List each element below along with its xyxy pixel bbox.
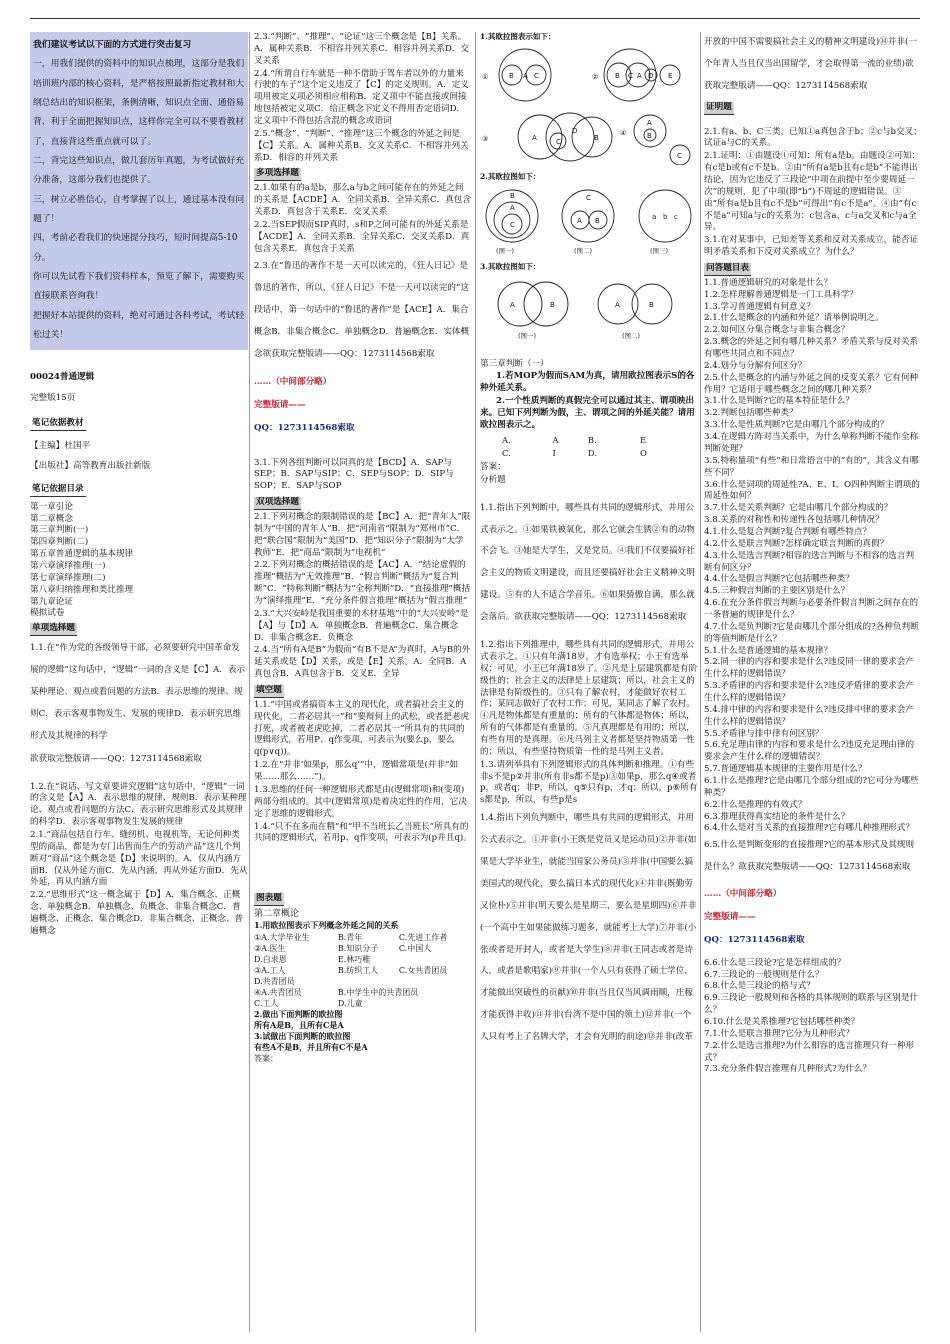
qa-item: 3.7.什么是关系判断？它是由哪几个部分构成的？ [704,503,893,514]
analysis-title: 分析题 [480,474,506,485]
column-1 [30,32,248,939]
contact-line: 欲获取完整版请——QQ：1273114568索取 [30,753,202,764]
qa-item: 5.3.矛盾律的内容和要求是什么?违反矛盾律的要求会产生什么样的逻辑错误？ [704,681,915,703]
table-cell: C.女共青团员 [398,965,448,975]
table-row [254,965,472,976]
qa-item: 2.5.什么是概念的内涵与外延之间的反变关系？它有何种作用？它适用于哪些概念之间的哪几种关系？ [704,372,919,395]
question: 1.用欧拉图表示下列概念外延之间的关系 [254,920,399,931]
qa-item: 6.10.什么是关系推理?它包括哪些种类？ [704,1016,860,1027]
qa-item: 4.6.在充分条件假言判断与必要条件假言判断之间存在的一条普遍的规律是什么？ [704,598,919,620]
column-4 [704,32,922,1076]
qa-item: 6.8.什么是三段论的格与式？ [704,981,815,992]
qa-item: 4.2.什么是联言判断?怎样确定联言判断的真假？ [704,538,889,549]
qa-item: 3.3.什么是性质判断?它是由哪几个部分构成的？ [704,420,889,431]
question: 1.若MOP为假而SAM为真，请用欧拉图表示S的各种外延关系。 [480,371,695,394]
toc-list [30,502,248,621]
qa-item: 6.5.什么是判断变形的直接推理?它的基本形式及其规则是什么？欲获取完整版请——QQ：1273114568索取 [704,840,915,873]
qa-item: 3.4.在逻辑方阵对当关系中，为什么单称判断不能作全称判断处理？ [704,432,919,454]
diagram-label: ④ [620,129,627,138]
column-divider [475,32,476,1332]
euler-circle [546,113,594,161]
qa-item: 4.7.什么是负判断?它是由哪几个部分组成的?各种负判断的等值判断是什么？ [704,621,919,644]
question: 2.3.“大兴安岭是我国重要的木材基地”中的“大兴安岭”是【A】与【D】A．单独概念B．普遍概念C．集合概念D．非集合概念E．负概念 [254,608,469,643]
toc-item: 第六章演绎推理(一) [30,560,106,571]
complete-version-note: 完整版请—— [704,911,756,922]
question: 1.2.在“说话、写文章要讲究逻辑”这句话中，“逻辑”一词的含义是【A】A．表示思维的规律、规则B．表示某种理论、观点或看问题的方法C．表示研究思维形式及其规律的科学D．表示客观事物发生发展的规律 [30,781,247,828]
diagram-caption: 2.其欧拉图如下： [480,172,541,182]
toc-item: 第一章引论 [30,501,73,512]
full-version: 完整版15页 [30,393,76,404]
diagram-label: B [595,216,600,225]
multi-choice-title: 多项选择题 [254,168,301,181]
section-title: 第三章判断（一） [480,358,549,369]
euler-circle [572,117,612,157]
chart-question-block [254,908,472,1064]
option-label: C. [502,448,511,459]
diagram-label: B [594,134,599,143]
qa-item: 4.4.什么是假言判断?它包括哪些种类？ [704,574,854,585]
question: 2.5.“概念”、“判断”、“推理”这三个概念的外延之间是【C】关系。A．属种关系B．交叉关系C．不相容并列关系D．相容的并列关系 [254,128,469,163]
table-cell: B.青年 [337,932,363,942]
table-cell: ②A.医生 [254,943,286,953]
question: 1.2.在“并非‘如果p，那么q’”中，逻辑常项是(并非“如果……那么……”)。 [254,760,459,783]
table-cell [338,976,399,987]
question: 2.4.当“所有A是B”为假而“有B不是A”为真时，A与B的外延关系或是【D】关系，或是【E】关系。A．全同B．A真包含B．A真包含于B．交叉E．全异 [254,645,471,680]
diagram-label: ① [482,73,489,82]
proof-title: 证明题 [704,102,734,115]
option-value: I [552,448,556,459]
table-row [254,998,472,1009]
intro-item: 把握好本站提供的资料，绝对可通过各科考试，考试轻松过关！ [33,310,245,341]
intro-item: 一，用我们提供的资料中的知识点梳理，这部分是我们培训班内部的核心资料，是严格按照最新指定教材和大纲总结出的知识框架，条例清晰，知识点全面、通俗易背、利于全面把握知识点，这样你完全可以不要看教材了，直接背这些重点就可以了。 [33,59,245,147]
table-cell: B.知识分子 [337,943,379,953]
diagram-label: A [532,134,537,143]
table-cell [399,954,472,965]
option-label: B. [587,434,597,445]
qa-item: 7.1.什么是联言推理?它分为几种形式？ [704,1028,854,1039]
toc-item: 第五章普通逻辑的基本规律 [30,549,134,560]
qq-contact: QQ：1273114568索取 [704,934,805,945]
qa-item: 5.7.普通逻辑基本规律的主要作用是什么？ [704,764,867,775]
question: 2.2.“思维形式”这一概念属于【D】A．集合概念、正概念、单独概念B．单独概念、负概念、非集合概念C．普遍概念、正概念、集合概念D．非集合概念、正概念、普遍概念 [30,890,244,936]
figure-label: (图二) [622,331,641,340]
qa-item: 4.1.什么是复合判断?复合判断有哪些特点？ [704,526,872,537]
table-cell: E.林巧稚 [337,954,371,964]
question: 1.1.指出下列判断中，哪些具有共同的逻辑形式，并用公式表示之。①如果铁被氧化，那么它就会生锈②有的动物不会飞。③她是大学生，又是党员。④我们不仅要搞好社会主义的物质文明建设，而且还要搞好社会主义精神文明建设。⑤有的人不适合学音乐。⑥如果骄傲自满，那么就会落后。欲获取完整版请——QQ：1273114568索取 [480,502,695,623]
answer-label: 答案： [480,461,506,472]
qa-item: 2.4.划分与分解有何区分？ [704,360,807,371]
diagram-label: E [668,72,673,81]
diagram-label: A [615,300,620,309]
table-cell: C.中国人 [398,943,432,953]
table-row [502,435,678,447]
question: 3.1.在对某事中，已知差等关系和反对关系成立，能否证明矛盾关系和下反对关系成立？为什么？ [704,235,919,258]
euler-circle [498,282,542,326]
qa-item: 5.4.排中律的内容和要求是什么?违反排中律的要求会产生什么样的逻辑错误？ [704,704,915,727]
question: 2.4.“所谓自行车就是一种不借助于驾车者以外的力量来行驶的车子”这个定义违反了【C】的定义规则。A．定义项用被定义项必须相应相称B．定义项中不能直接或间接地包括被定义项C．给正概念下定义不得用否定语词D．定义项中不得包括含混的概念或语词 [254,68,469,127]
question: 1.2.指出下列推理中，哪些具有共同的逻辑形式，并用公式表示之。①只有年满18岁，才有选举权；小王有选举权；可见，小王已年满18岁了。②凡是上层建筑都是有阶级性的；社会主义的法律是上层建筑；所以，社会主义的法律是有阶级性的。③只有了解农村，才能做好农村工作；某同志做好了农村工作；可见，某同志了解了农村。④凡是物体都是有重量的；所有的气体都是物体；所以，所有的气体都是有重量的。⑤凡真理都是有用的；所以，有些有用的是真理。⑥凡马列主义者都是坚持物质第一性的；所以，有些坚持物质第一性的是马列主义者。 [480,640,698,757]
table-cell [399,998,472,1009]
toc-item: 第三章判断(一) [30,525,89,536]
euler-circle [518,115,562,159]
diagram-label: A [523,72,528,81]
qa-item: 4.3.什么是选言判断?相容的选言判断与不相容的选言判断有何区分？ [704,550,915,573]
column-divider [249,32,250,1332]
question-continued: 开放的中国不需要搞社会主义的精神文明建设)⑭并非(一个年青人当且仅当出国留学，才会取得第一流的业绩)欲获取完整版请——QQ：1273114568索取 [704,37,917,91]
toc-item: 第四章判断(二) [30,537,89,548]
toc-item: 第八章归纳推理和类比推理 [30,584,134,595]
question: 2.3.在“鲁迅的著作不是一天可以读完的，《狂人日记》是鲁迅的著作，所以，《狂人日记》不是一天可以读完的”这段话中，第一句话中的“鲁迅的著作”是【ACE】A．集合概念B．非集合概念C．单独概念D．普遍概念E．实体概念欲获取完整版请——QQ：1273114568索取 [254,261,470,360]
diagram-label: B [509,72,514,81]
table-cell: ④A.共青团员 [254,987,302,997]
qa-list-2 [704,958,922,1077]
qa-item: 5.1.什么是普通逻辑的基本规律？ [704,645,833,656]
table-row [254,976,472,987]
diagram-label: C [677,152,682,161]
complete-version-note: 完整版请—— [254,399,306,410]
question: 2.1.如果有的a是b，那么a与b之间可能存在的外延之间的关系是【ACDE】A．全同关系B．全异关系C．真包含关系D．真包含于关系E．交叉关系 [254,183,471,218]
table-cell: D.共青团员 [254,976,295,986]
question: 2.3.“判断”、“推理”、“论证”这三个概念是【B】关系。A．属种关系B．不相容并列关系C．相容并列关系D．交叉关系 [254,32,470,66]
qa-item: 5.5.矛盾律与排中律有何区别？ [704,728,824,739]
qa-item: 5.6.充足理由律的内容和要求是什么?违反充足理由律的要求会产生什么样的逻辑错误？ [704,740,915,763]
question: 2.2.下列对概念的概括错误的是【AC】A．“结论虚假的推理”概括为“无效推理”B．“假言判断”概括为“复合判断”C．“特称判断”概括为“全称判断”D．“直接推理”概括为“演绎推理”E．“充分条件假言推理”概括为“假言推理” [254,560,471,607]
fill-blank-title: 填空题 [254,685,284,698]
toc-item: 第九章论证 [30,596,73,607]
diagram-label: A [647,119,652,128]
question: 2.1.下列对概念的限制错误的是【BC】A．把“青年人”限制为“中国的青年人”B．把“河南省”限制为“郑州市”C．把“联合国”限制为“美国”D．把“知识分子”限制为“大学教师”E．把“商品”限制为“电视机” [254,512,471,558]
qa-title: 问答题目表 [704,263,751,276]
qa-item: 6.4.什么是对当关系的直接推理?它有哪几种推理形式？ [704,823,915,834]
option-value: O [640,448,647,459]
diagram-label: D [648,72,654,81]
qa-item: 7.2.什么是选言推理?为什么相容的选言推理只有一种形式？ [704,1040,915,1063]
qa-item: 3.5.特称量项“有些”和日常语言中的“有的”，其含义有哪些不同？ [704,455,919,478]
question: 2.2.当SEP假而SIP真时，s和P之间可能有的外延关系是【ACDE】A．全同关系B．全异关系C．交叉关系D．真包含关系E．真包含于关系 [254,219,470,254]
question: 1.4.指出下列负判断中，哪些具有共同的逻辑形式，并用公式表示之。①并非(小王既是党员又是运动员)②并非(如果是大学毕业生，就能当国家公务员)③并非(中国要么搞美国式的现代化，要么搞日本式的现代化)④并非(既勤劳又俭朴)⑤并非(明天要么是星期三，要么是星期四)⑥并非(一个高中生如果能做练习题多，就能考上大学)⑦并非(小张或者是开封人，或者是大学生)⑧并非(王同志或者是诗人，或者是歌唱家)⑨并非(一个人只有获得了硕士学位，才能做出突破性的贡献)⑩并非(当且仅当风调雨顺，庄稼才能获得丰收)⑪并非(台湾不是中国的领土)⑫并非(一个人只有考上了名牌大学，才会有光明的前途)⑬并非(改革 [480,813,697,1043]
question: 3.1.下列各组判断可以同真的是【BCD】A．SAP与SEP；B．SAP与SIP；C．SEP与SOP；D．SIP与SOP；E．SAP与SOP [254,457,454,492]
euler-diagram-set-3 [480,276,696,342]
qa-item: 6.1.什么是推理?它是由哪几个部分组成的?它可分为哪些种类？ [704,775,919,798]
double-choice-title: 双项选择题 [254,497,301,510]
table-cell: C.先进工作者 [398,932,448,942]
question: 2.一个性质判断的真假完全可以通过其主、谓项映出来。已知下列判断为假，主、谓项之间的外延关能？请用欧拉图表示之。 [480,396,695,430]
figure-label: (图一) [518,331,537,340]
intro-item: 二，背完这些知识点，做几套历年真题，为考试做好充分准备，这部分我们也提供了。 [33,156,245,186]
omitted-note: ……（中间部分略） [254,377,332,387]
diagram-label: B [649,300,654,309]
qa-item: 7.3.充分条件假言推理有几种形式?为什么？ [704,1064,872,1075]
table-row [502,448,678,460]
question: 1.3.思维的任何一种逻辑形式都是由(逻辑常项)和(变项)两部分组成的。其中(逻辑常项)是着决定性的作用，它决定了思维的逻辑形式。 [254,784,467,819]
diagram-label: b [663,212,668,221]
diagram-label: A [510,203,515,212]
diagram-label: ③ [482,135,489,144]
diagram-label: C [556,138,561,147]
publisher: 【出版社】高等教育出版社新版 [30,460,151,471]
qa-item: 6.9.三段论一般规则和各格的具体规则的联系与区别是什么？ [704,993,919,1016]
option-label: A. [502,434,511,445]
question: 所有A是B，且所有C是A [254,1019,344,1030]
table-cell: D.儿童 [337,998,363,1008]
intro-box [30,32,248,350]
table-cell: ①A.大学毕业生 [254,932,310,942]
euler-diagram-set-2 [480,186,696,256]
qa-item: 3.8.关系的对称性和传递性各包括哪几种情况？ [704,515,884,526]
option-value: E [640,434,647,445]
figure-label: (图二) [574,246,593,255]
diagram-label: A [637,72,642,81]
chapter-title: 第二章概论 [254,909,300,920]
qa-item: 6.3.推理获得真实结论的条件是什么？ [704,811,850,822]
qa-item: 2.1.什么是概念的内涵和外延？请举例说明之。 [704,313,884,324]
diagram-label: B [615,72,620,81]
omitted-note: ……（中间部分略） [704,889,782,900]
qa-item: 1.1.普通逻辑研究的对象是什么？ [704,277,833,288]
proof: 2.1.证明：①由题设①可知：所有a是b。由题设②可知：有c是b或有c不是b。②由“所有a是b且有c是b”不能得出结论，因为它违反了三段论“中项在前提中至少要周延一次”的规则，犯了中项(即“b”)不周延的逻辑错误。③由“所有a是b且有c不是b”可得出“有c不是a”。④由“有c不是a”可知a与c的关系为：c包含a、c与a交叉和c与a全异。 [704,151,921,233]
intro-item: 你可以先试看下我们资料样本，预览了解下，需要购买直接联系咨询我！ [33,272,245,302]
answer-label: 答案： [254,1053,278,1063]
table-cell: B.纺织工人 [337,965,379,975]
qa-item: 2.2.如何区分集合概念与非集合概念？ [704,325,850,336]
diagram-caption: 1.其欧拉图表示如下： [480,32,556,41]
table-cell [399,976,472,987]
qa-list [704,278,922,879]
question: 3.试做出下面判断的欧拉图 [254,1030,351,1041]
table-cell: ③A.工人 [254,965,286,975]
qa-item: 2.3.概念的外延之间有哪几种关系？矛盾关系与反对关系有哪些共同点和不同点？ [704,337,919,360]
editor: 【主编】杜国平 [30,441,91,452]
question: 1.3.请列举具有下列逻辑形式的具体判断和推理。①有些非s不是p②并非(所有非s都不是p)③如果p，那么q④或者p，或者q；非P，所以，q⑤只有p，才q；所以，p⑥所有s都是p，所以，有些p是s [480,759,698,806]
diagram-label: B [550,300,555,309]
question: 2.1.有a、b、C三类，已知①a真包含于b；②c与b交叉；试证a与C的关系。 [704,126,922,149]
chart-question-title: 图表题 [254,893,284,906]
diagram-label: C [628,72,633,81]
table-row [254,954,472,965]
option-table [500,433,680,462]
euler-diagram-set-1 [480,45,696,165]
table-cell: B.中学生中的共青团员 [337,987,419,997]
table-row [254,932,472,943]
option-value: A [552,434,559,445]
qa-item: 4.5.三种假言判断的主要区别是什么？ [704,586,850,597]
intro-item: 三，树立必胜信心，自考掌握了以上，通过基本没有问题了！ [33,194,245,225]
qq-contact: QQ：1273114568索取 [254,422,355,433]
question: 1.4.“只不在多而在精”和“甲不当班长乙当班长”所具有的共同的逻辑形式，若用p、q作变项，可表示为(p并且q)。 [254,821,472,844]
qa-item: 6.2.什么是推理的有效式？ [704,799,807,810]
diagram-label: ② [592,73,599,82]
column-divider [700,32,701,1332]
table-row [254,987,472,998]
diagram-label: C [534,72,539,81]
table-row [254,943,472,954]
toc-item: 第二章概念 [30,513,73,524]
option-label: D. [587,448,597,459]
question: 2.1.“商品包括自行车、缝纫机、电视机等，无论何种类型的商品，都是为专门出售而生产的劳动产品”这几个判断对“商品”这个概念是【D】来说明的。A．仅从内涵方面B．仅从外延方面C．先从内涵，再从外延方面D．先从外延，再从内涵方面 [30,829,248,888]
diagram-caption: 3.其欧拉图如下： [480,262,541,272]
qa-item: 6.7.三段论的一般规则是什么？ [704,969,824,980]
single-choice-title: 单项选择题 [30,623,77,636]
intro-item: 四，考前必看我们的快速提分技巧，短时间提高5-10分。 [33,233,238,263]
qa-item: 6.6.什么是三段论?它是怎样组成的？ [704,957,846,968]
column-2 [254,32,472,1064]
diagram-label: c [674,212,678,221]
diagram-label: B [510,191,515,200]
question: 1.1.在“作为党的各级领导干部，必须要研究中国革命发展的逻辑”这句话中，“逻辑”一词的含义是【C】A．表示某种理论、观点或看问题的方法B．表示思维的规律、规则C．表示客观事物发生、发展的规律D．表示研究思维形式及其规律的科学 [30,643,246,741]
table-cell: D.白求恩 [254,954,287,964]
figure-label: (图三) [650,246,669,255]
toc-item: 模拟试卷 [30,608,65,619]
question: 有些A不是B，并且所有C不是A [254,1041,368,1052]
basis-title: 笔记依据教材 [30,418,86,431]
qa-item: 1.2.怎样理解普通逻辑是一门工具科学？ [704,289,858,300]
column-3 [480,32,698,1050]
table-cell: C.工人 [254,998,279,1008]
diagram-label: a [652,212,657,221]
qa-item: 3.2.判断包括哪些种类？ [704,408,798,419]
qa-item: 5.2.同一律的内容和要求是什么?违反同一律的要求会产生什么样的逻辑错误？ [704,657,915,680]
course-code: 00024普通逻辑 [30,371,95,382]
qa-item: 3.6.什么是词项的周延性?A、E、I、O四种判断主谓项的周延性如何？ [704,479,920,502]
qa-item: 1.3.学习普通逻辑有何意义？ [704,301,815,312]
figure-label: (图一) [496,246,515,255]
euler-circle [524,282,568,326]
intro-title: 我们建议考试以下面的方式进行突击复习 [33,40,192,50]
diagram-label: A [510,300,515,309]
concept-table [254,932,472,1009]
diagram-label: A [577,216,582,225]
diagram-label: B [647,132,652,141]
toc-title: 笔记依据目录 [30,484,86,497]
question: 1.1.“中国或者搞资本主义的现代化，或者搞社会主义的现代化，二者必居其一”和“要辩何上的武松，或者把老虎打死，或者被老虎吃掉，二者必居其一”所具有的共同的逻辑形式，若用P、q作变项，可表示为(要么p，要么q(p∨q))。 [254,699,470,758]
qa-item: 3.1.什么是判断?它的基本特征是什么？ [704,396,854,407]
question: 2.做出下面判断的欧拉图 [254,1008,343,1019]
toc-item: 第七章演绎推理(二) [30,572,106,583]
diagram-label: D [572,127,578,136]
top-rule [30,18,920,19]
diagram-label: C [510,220,515,229]
diagram-label: C [586,193,591,202]
